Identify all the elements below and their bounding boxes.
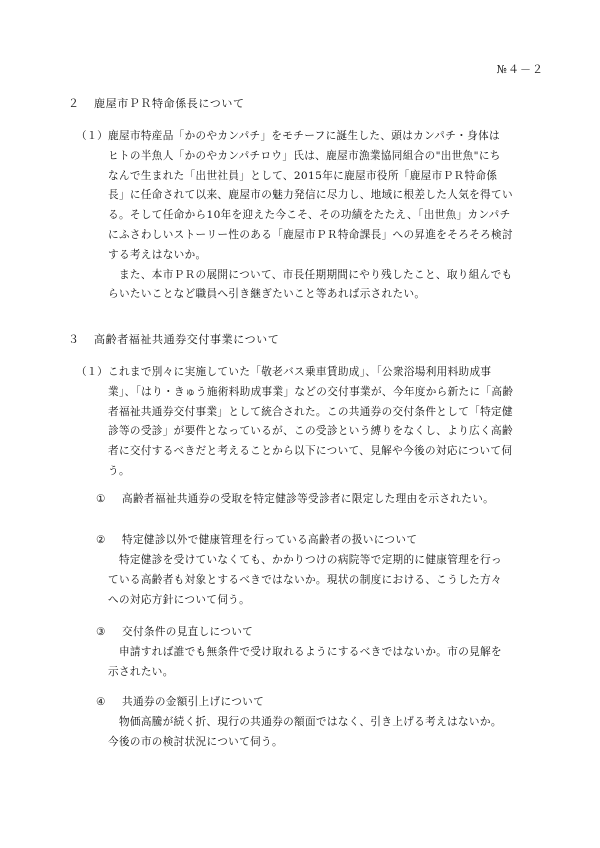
section-2-number: ２ bbox=[68, 97, 80, 110]
subitem-4-mark: ④ bbox=[96, 696, 106, 708]
text-line: なんで生まれた「出世社員」として、2015年に鹿屋市役所「鹿屋市ＰＲ特命係 bbox=[108, 169, 498, 182]
subitem-2-heading: 特定健診以外で健康管理を行っている高齢者の扱いについて bbox=[122, 534, 418, 546]
section-3-title: 高齢者福祉共通券交付事業について bbox=[94, 333, 280, 346]
text-line: また、本市ＰＲの展開について、市長任期期間にやり残したこと、取り組んでも bbox=[108, 268, 513, 281]
section-2-heading bbox=[68, 95, 245, 111]
text-line: 診等の受診」が要件となっているが、この受診という縛りをなくし、より広く高齢 bbox=[108, 425, 513, 438]
section-3-number: ３ bbox=[68, 333, 80, 346]
text-line: 業」、「はり・きゅう施術料助成事業」などの交付事業が、今年度から新たに「高齢 bbox=[108, 385, 514, 398]
text-line: 長」に任命されて以来、鹿屋市の魅力発信に尽力し、地域に根差した人気を得てい bbox=[108, 189, 513, 202]
subitem-3-mark: ③ bbox=[96, 626, 106, 638]
text-line: う。 bbox=[108, 464, 130, 477]
text-line: ている高齢者も対象とするべきではないか。現状の制度における、こうした方々 bbox=[108, 573, 502, 586]
section-2-paragraph bbox=[108, 127, 528, 305]
text-line: 鹿屋市特産品「かのやカンパチ」をモチーフに誕生した、頭はカンパチ・身体は bbox=[108, 130, 500, 142]
text-line: 特定健診を受けていなくても、かかりつけの病院等で定期的に健康管理を行っ bbox=[108, 554, 502, 566]
page-number: №４－２ bbox=[496, 63, 544, 76]
text-line: 物価高騰が続く折、現行の共通券の額面ではなく、引き上げる考えはないか。 bbox=[108, 716, 502, 728]
section-2-title: 鹿屋市ＰＲ特命係長について bbox=[94, 97, 245, 110]
subitem-2 bbox=[96, 531, 536, 551]
section-3-item-label: （１） bbox=[76, 366, 108, 378]
text-line: 者に交付するべきだと考えることから以下について、見解や今後の対応について伺 bbox=[108, 445, 513, 458]
text-line: る。そして任命から10年を迎えた今こそ、その功績をたたえ、「出世魚」カンパチ bbox=[108, 209, 511, 222]
text-line: これまで別々に実施していた「敬老バス乗車賃助成」、「公衆浴場利用料助成事 bbox=[108, 366, 492, 378]
subitem-2-body bbox=[108, 551, 528, 610]
section-2-item-label: （１） bbox=[76, 130, 108, 142]
text-line: 示されたい。 bbox=[108, 665, 174, 678]
text-line: への対応方針について伺う。 bbox=[108, 593, 251, 606]
subitem-4 bbox=[96, 693, 536, 713]
text-line: らいたいことなど職員へ引き継ぎたいこと等あれば示されたい。 bbox=[108, 288, 426, 301]
text-line: ヒトの半魚人「かのやカンパチロウ」氏は、鹿屋市漁業協同組合の"出世魚"にち bbox=[108, 149, 501, 162]
section-3-paragraph bbox=[108, 363, 528, 482]
subitem-2-mark: ② bbox=[96, 534, 106, 546]
text-line: にふさわしいストーリー性のある「鹿屋市ＰＲ特命課長」への昇進をそろそろ検討 bbox=[108, 228, 513, 241]
subitem-4-heading: 共通券の金額引上げについて bbox=[122, 696, 265, 708]
subitem-3-body bbox=[108, 643, 528, 683]
section-3-heading bbox=[68, 331, 279, 347]
subitem-1-mark: ① bbox=[96, 493, 106, 505]
subitem-4-body bbox=[108, 713, 528, 753]
subitem-1 bbox=[96, 490, 536, 510]
text-line: する考えはないか。 bbox=[108, 248, 207, 261]
text-line: 申請すれば誰でも無条件で受け取れるようにするべきではないか。市の見解を bbox=[108, 646, 502, 658]
subitem-1-heading: 高齢者福祉共通券の受取を特定健診等受診者に限定した理由を示されたい。 bbox=[122, 493, 495, 505]
text-line: 今後の市の検討状況について伺う。 bbox=[108, 735, 283, 748]
subitem-3 bbox=[96, 623, 536, 643]
text-line: 者福祉共通券交付事業」として統合された。この共通券の交付条件として「特定健 bbox=[108, 405, 513, 418]
subitem-3-heading: 交付条件の見直しについて bbox=[122, 626, 254, 638]
